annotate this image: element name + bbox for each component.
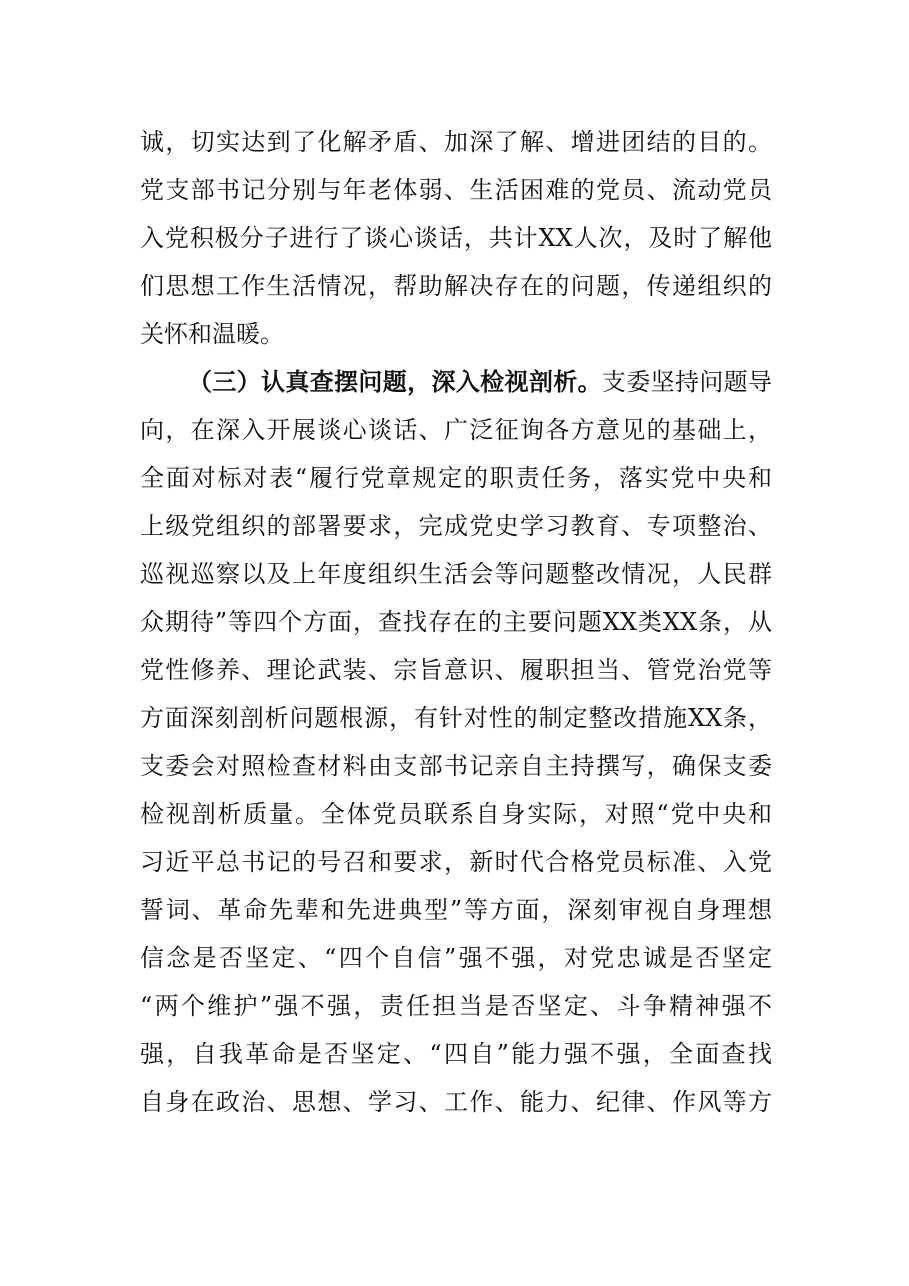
paragraph-line: 自身在政治、思想、学习、工作、能力、纪律、作风等方 xyxy=(140,1088,772,1116)
paragraph-line: 信念是否坚定、“四个自信”强不强，对党忠诚是否坚定 xyxy=(140,944,772,972)
section-heading: （三）认真查摆问题，深入检视剖析。 xyxy=(188,367,602,396)
paragraph-line: 党性修养、理论武装、宗旨意识、履职担当、管党治党等 xyxy=(140,656,772,684)
paragraph-line: 方面深刻剖析问题根源，有针对性的制定整改措施XX条， xyxy=(140,704,772,732)
paragraph-line: 强，自我革命是否坚定、“四自”能力强不强，全面查找 xyxy=(140,1040,772,1068)
paragraph-line: 誓词、革命先辈和先进典型”等方面，深刻审视自身理想 xyxy=(140,896,772,924)
paragraph-line: 诚，切实达到了化解矛盾、加深了解、增进团结的目的。 xyxy=(140,128,772,156)
paragraph-line: 支委会对照检查材料由支部书记亲自主持撰写，确保支委 xyxy=(140,752,772,780)
paragraph-line: 党支部书记分别与年老体弱、生活困难的党员、流动党员 xyxy=(140,176,772,204)
paragraph-line: 上级党组织的部署要求，完成党史学习教育、专项整治、 xyxy=(140,512,772,540)
paragraph-line: “两个维护”强不强，责任担当是否坚定、斗争精神强不 xyxy=(140,992,772,1020)
paragraph-line: 习近平总书记的号召和要求，新时代合格党员标准、入党 xyxy=(140,848,772,876)
paragraph-line: 众期待”等四个方面，查找存在的主要问题XX类XX条，从 xyxy=(140,608,772,636)
paragraph-line: 们思想工作生活情况，帮助解决存在的问题，传递组织的 xyxy=(140,272,772,300)
paragraph-line: 巡视巡察以及上年度组织生活会等问题整改情况，人民群 xyxy=(140,560,772,588)
paragraph-line: 检视剖析质量。全体党员联系自身实际，对照“党中央和 xyxy=(140,800,772,828)
paragraph-line: 关怀和温暖。 xyxy=(140,320,284,348)
section-heading-line xyxy=(188,358,772,406)
paragraph-line: 全面对标对表“履行党章规定的职责任务，落实党中央和 xyxy=(140,464,772,492)
paragraph-line: 入党积极分子进行了谈心谈话，共计XX人次，及时了解他 xyxy=(140,224,772,252)
paragraph-line: 向，在深入开展谈心谈话、广泛征询各方意见的基础上， xyxy=(140,416,772,444)
section-heading-continuation: 支委坚持问题导 xyxy=(601,368,773,396)
